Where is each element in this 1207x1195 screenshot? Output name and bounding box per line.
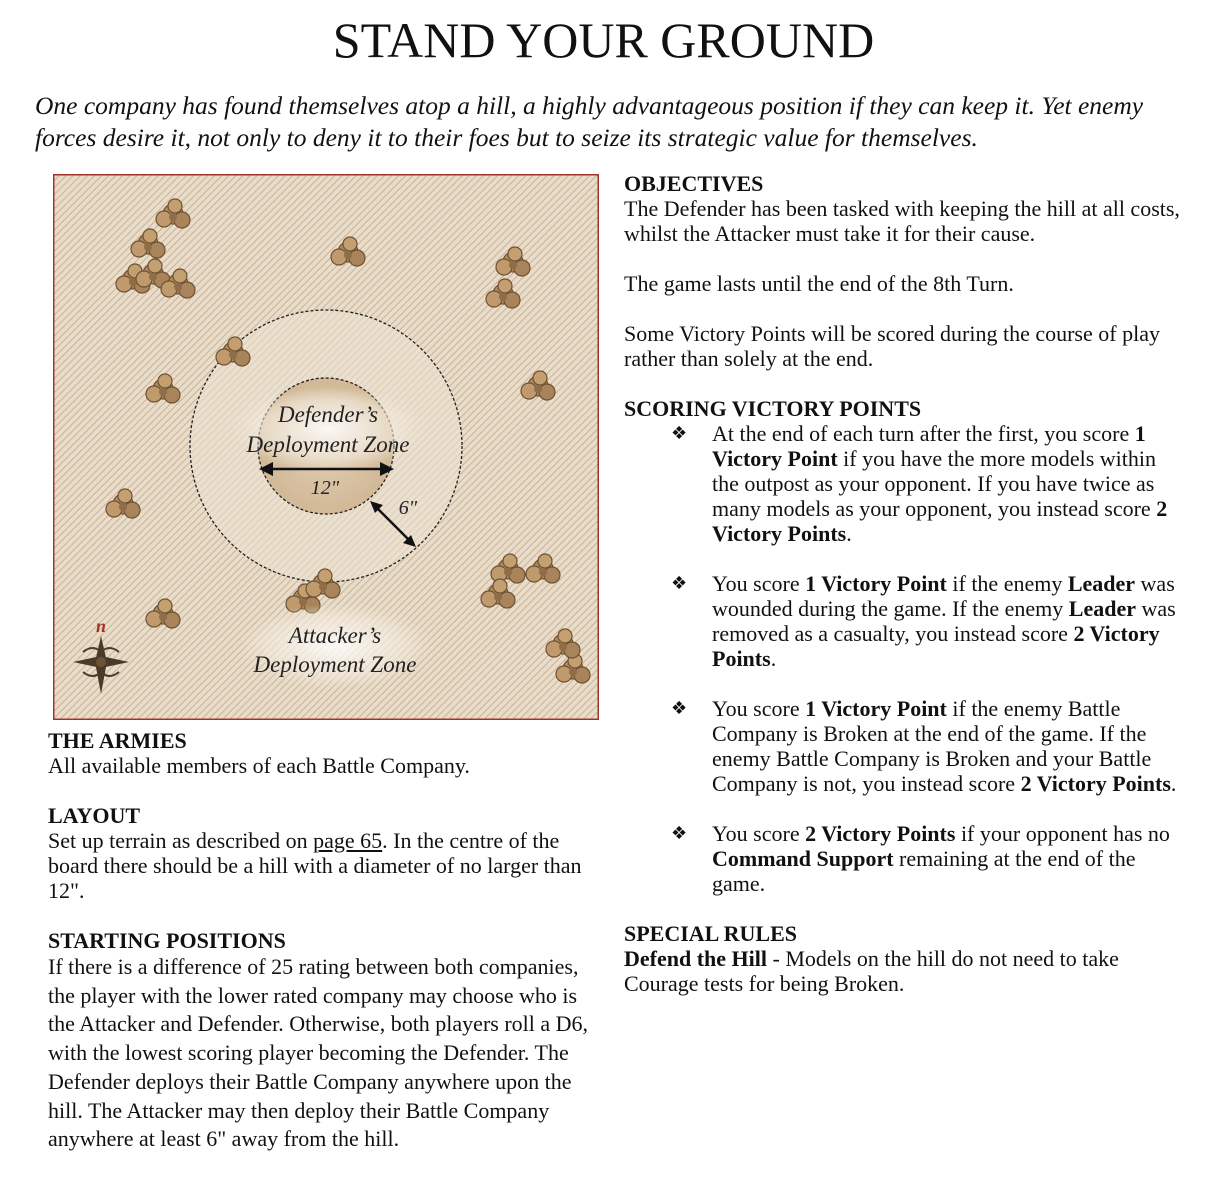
intro-text: One company has found themselves atop a hill, a highly advantageous position if they can keep it. Yet enemy forces desire it, not only to deny it to their foes but to seize its strategic value for themselves.: [35, 91, 1144, 152]
objectives-p2: The game lasts until the end of the 8th Turn.: [624, 271, 1014, 296]
scoring-bullet-1: ❖ At the end of each turn after the first, you score 1 Victory Point if you have the more models within the outpost as your opponent. If you have twice as many models as your opponent, you instead score 2 Victory Points.: [671, 421, 1168, 546]
bullet-icon: ❖: [671, 698, 688, 719]
special-heading: SPECIAL RULES: [624, 921, 798, 946]
offset-label: 6": [398, 497, 418, 519]
scoring-bullet-4: ❖ You score 2 Victory Points if your opponent has no Command Support remaining at the end of the game.: [671, 821, 1170, 896]
defender-label-1: Defender’s: [277, 402, 379, 427]
bullet-icon: ❖: [671, 573, 688, 594]
starting-heading: STARTING POSITIONS: [48, 928, 286, 953]
page-title: STAND YOUR GROUND: [332, 12, 875, 68]
layout-heading: LAYOUT: [48, 803, 141, 828]
armies-text: All available members of each Battle Company.: [48, 753, 470, 778]
armies-heading: THE ARMIES: [48, 728, 187, 753]
starting-text: If there is a difference of 25 rating between both companies, the player with the lower rated company may choose who is the Attacker and Defender. Otherwise, both players roll a D6, with the lowest scoring player becoming the Defender. The Defender deploys their Battle Company anywhere upon the hill. The Attacker may then deploy their Battle Company anywhere at least 6" away from the hill.: [48, 954, 589, 1152]
special-rule-name: Defend the Hill: [624, 946, 767, 971]
scenario-map: [53, 174, 599, 720]
right-column: [624, 171, 1184, 996]
objectives-p3: Some Victory Points will be scored during the course of play rather than solely at the end.: [624, 321, 1160, 371]
left-column: [48, 728, 598, 1154]
bullet-icon: ❖: [671, 423, 688, 444]
scoring-bullet-3: ❖ You score 1 Victory Point if the enemy Battle Company is Broken at the end of the game. If the enemy Battle Company is Broken and your Battle Company is not, you instead score 2 Victory Points.: [671, 696, 1177, 796]
special-text: Defend the Hill - Models on the hill do not need to take Courage tests for being Broken.: [624, 946, 1119, 996]
layout-text: Set up terrain as described on page 65. In the centre of the board there should be a hill with a diameter of no larger than 12".: [48, 828, 582, 903]
scoring-bullet-2: ❖ You score 1 Victory Point if the enemy Leader was wounded during the game. If the enemy Leader was removed as a casualty, you instead score 2 Victory Points.: [671, 571, 1176, 671]
page-link[interactable]: page 65: [313, 828, 383, 853]
attacker-label-1: Attacker’s: [288, 623, 382, 648]
objectives-heading: OBJECTIVES: [624, 171, 764, 196]
objectives-p1: The Defender has been tasked with keeping the hill at all costs, whilst the Attacker must take it for their cause.: [624, 196, 1180, 246]
compass-letter: n: [95, 616, 107, 636]
scoring-heading: SCORING VICTORY POINTS: [624, 396, 922, 421]
diameter-label: 12": [310, 477, 340, 499]
attacker-label-2: Deployment Zone: [253, 652, 417, 677]
bullet-icon: ❖: [671, 823, 688, 844]
defender-label-2: Deployment Zone: [246, 432, 410, 457]
